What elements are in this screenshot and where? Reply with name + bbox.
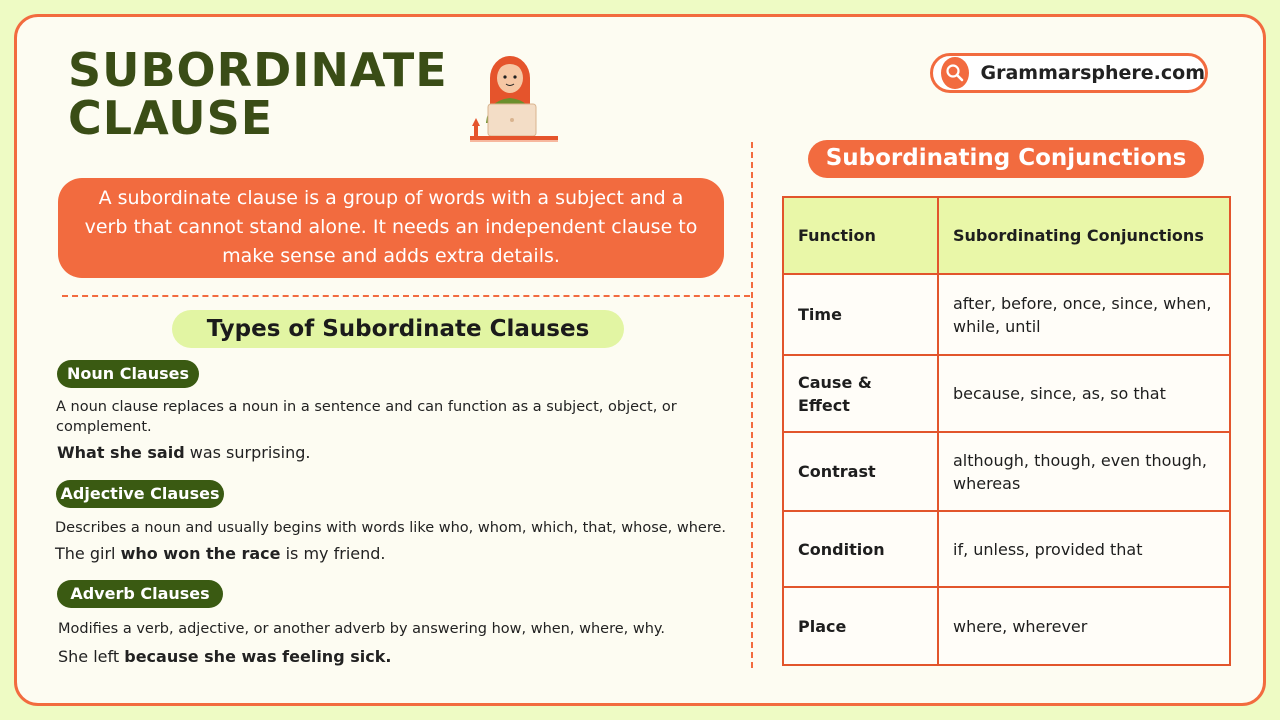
header-conjunctions: Subordinating Conjunctions bbox=[938, 197, 1230, 274]
function-cell: Contrast bbox=[783, 432, 938, 511]
noun-clauses-description: A noun clause replaces a noun in a sentence and can function as a subject, object, or complement. bbox=[56, 399, 677, 435]
adjective-example-start: The girl bbox=[55, 544, 121, 563]
search-icon bbox=[941, 57, 969, 89]
function-cell: Cause & Effect bbox=[783, 355, 938, 432]
noun-example-bold: What she said bbox=[57, 443, 185, 462]
vertical-divider bbox=[751, 142, 753, 668]
adverb-example-bold: because she was feeling sick. bbox=[124, 647, 392, 666]
adverb-clauses-label: Adverb Clauses bbox=[57, 580, 223, 608]
site-badge[interactable] bbox=[930, 53, 1208, 93]
table-row bbox=[783, 432, 1230, 511]
noun-clauses-label: Noun Clauses bbox=[57, 360, 199, 388]
table-row bbox=[783, 355, 1230, 432]
table-row bbox=[783, 511, 1230, 587]
function-cell: Time bbox=[783, 274, 938, 355]
horizontal-divider bbox=[62, 295, 750, 297]
conjunctions-cell: although, though, even though, whereas bbox=[938, 432, 1230, 511]
page-title bbox=[68, 43, 448, 145]
conjunctions-cell: after, before, once, since, when, while, until bbox=[938, 274, 1230, 355]
function-cell: Place bbox=[783, 587, 938, 665]
site-name: Grammarsphere.com bbox=[980, 62, 1205, 84]
adverb-example-start: She left bbox=[58, 647, 125, 666]
adverb-clauses-example bbox=[58, 647, 391, 666]
adjective-clauses-description: Describes a noun and usually begins with words like who, whom, which, that, whose, where. bbox=[55, 520, 727, 536]
title-line-2: CLAUSE bbox=[68, 91, 274, 145]
table-row bbox=[783, 274, 1230, 355]
table-header-row bbox=[783, 197, 1230, 274]
student-laptop-illustration bbox=[462, 48, 562, 148]
adverb-clauses-description: Modifies a verb, adjective, or another adverb by answering how, when, where, why. bbox=[58, 621, 666, 637]
conjunctions-table bbox=[782, 196, 1231, 666]
definition-box: A subordinate clause is a group of words with a subject and a verb that cannot stand alone. It needs an independent clause to make sense and adds extra details. bbox=[58, 178, 724, 278]
adjective-clauses-example bbox=[55, 544, 386, 563]
noun-example-rest: was surprising. bbox=[184, 443, 311, 462]
conjunctions-cell: if, unless, provided that bbox=[938, 511, 1230, 587]
function-cell: Condition bbox=[783, 511, 938, 587]
types-title: Types of Subordinate Clauses bbox=[172, 310, 624, 348]
conjunctions-cell: because, since, as, so that bbox=[938, 355, 1230, 432]
adjective-example-end: is my friend. bbox=[280, 544, 386, 563]
adjective-clauses-label: Adjective Clauses bbox=[56, 480, 224, 508]
noun-clauses-example bbox=[57, 443, 310, 462]
table-row bbox=[783, 587, 1230, 665]
title-line-1: SUBORDINATE bbox=[68, 43, 448, 97]
conjunctions-cell: where, wherever bbox=[938, 587, 1230, 665]
adjective-example-bold: who won the race bbox=[120, 544, 281, 563]
header-function: Function bbox=[783, 197, 938, 274]
conjunctions-title: Subordinating Conjunctions bbox=[808, 140, 1204, 178]
